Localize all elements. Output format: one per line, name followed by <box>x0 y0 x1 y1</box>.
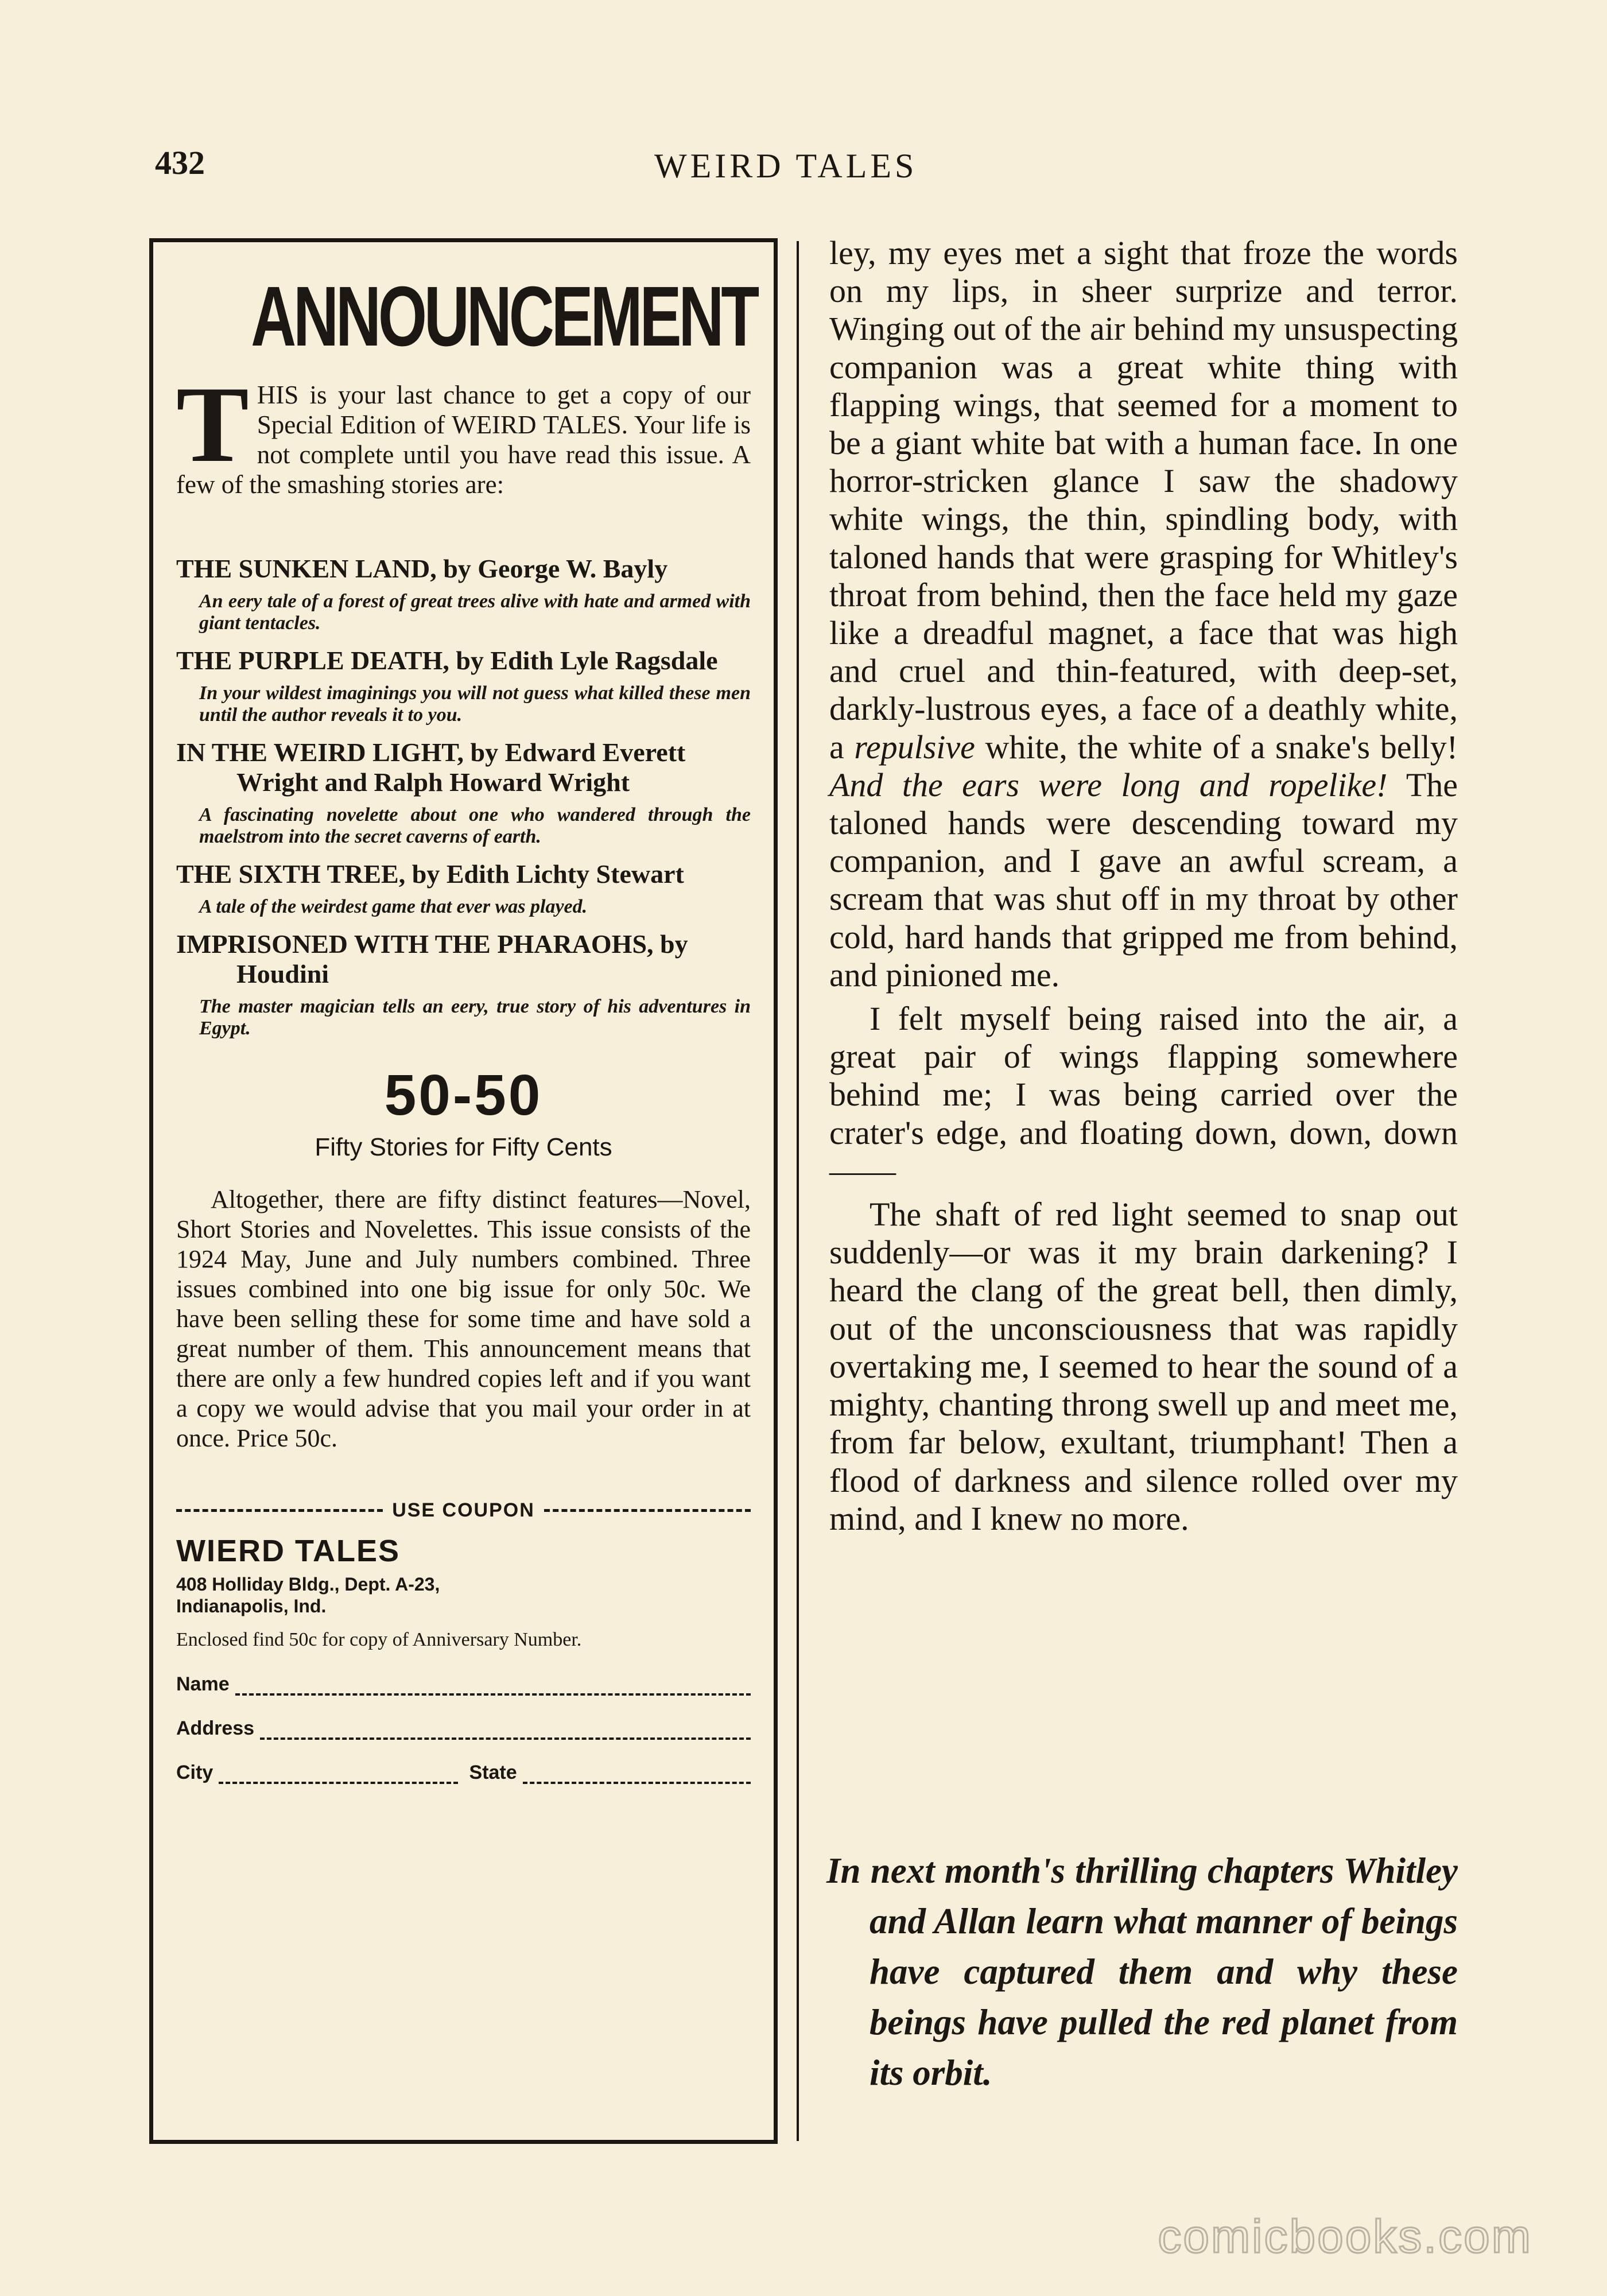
story-item <box>176 554 751 640</box>
site-watermark: comicbooks.com <box>1158 2210 1532 2263</box>
story-paragraph: I felt myself being raised into the air, a great pair of wings flapping somewhere behind me; I was being carried over the crater's edge, and floating down, down, down—— <box>829 1000 1458 1189</box>
story-description: An eery tale of a forest of great trees alive with hate and armed with giant tentacles. <box>199 591 751 634</box>
coupon-city-field <box>176 1762 458 1784</box>
story-description: A fascinating novelette about one who wandered through the maelstrom into the secret caverns of earth. <box>199 804 751 847</box>
fifty-fifty-heading: 50-50 <box>384 1063 543 1127</box>
story-item <box>176 738 751 854</box>
coupon-address-line: 408 Holliday Bldg., Dept. A-23, <box>176 1574 440 1595</box>
column-rule <box>797 241 799 2141</box>
drop-cap: T <box>176 364 249 485</box>
coupon-publisher-name: WIERD TALES <box>176 1534 400 1568</box>
announcement-body: Altogether, there are fifty distinct features—Novel, Short Stories and Novelettes. This issue consists of the 1924 May, June and July numbers combined. Three issues combined into one big issue for only 50c. We have been selling these for some time and have sold a great number of them. This announcement means that there are only a few hundred copies left and if you want a copy we would advise that you mail your order in at once. Price 50c. <box>176 1185 751 1452</box>
fill-in-line <box>523 1769 751 1784</box>
running-head: WEIRD TALES <box>654 147 918 185</box>
coupon-state-field <box>469 1762 751 1784</box>
story-text: white, the white of a snake's belly! <box>985 728 1458 766</box>
announcement-box <box>149 238 778 2144</box>
coupon-rule-label: USE COUPON <box>392 1499 535 1521</box>
intro-text: HIS is your last chance to get a copy of our Special Edition of WEIRD TALES. Your life is not complete until you have read this issue. A few of the smashing stories are: <box>176 381 751 499</box>
story-description: The master magician tells an eery, true story of his adventures in Egypt. <box>199 996 751 1039</box>
story-description: In your wildest imaginings you will not guess what killed these men until the author reveals it to you. <box>199 682 751 726</box>
coupon-enclosed-text: Enclosed find 50c for copy of Anniversary Number. <box>176 1629 582 1650</box>
story-column <box>829 234 1458 1538</box>
story-item <box>176 859 751 924</box>
fill-in-line <box>235 1681 751 1696</box>
story-item <box>176 646 751 732</box>
story-paragraph <box>829 234 1458 994</box>
field-label: Address <box>176 1717 255 1739</box>
field-label: State <box>469 1762 517 1783</box>
dashed-rule <box>544 1509 751 1512</box>
coupon-address <box>176 1573 751 1617</box>
dashed-rule <box>176 1509 383 1512</box>
page-number: 432 <box>155 144 205 181</box>
fifty-fifty-subtitle: Fifty Stories for Fifty Cents <box>315 1133 612 1161</box>
coupon-cut-line <box>176 1499 751 1522</box>
story-description: A tale of the weirdest game that ever was played. <box>199 896 588 917</box>
announcement-title: ANNOUNCEMENT <box>251 269 757 364</box>
coupon-address-field <box>176 1717 751 1740</box>
field-label: City <box>176 1762 214 1783</box>
next-issue-teaser: In next month's thrilling chapters Whitley and Allan learn what manner of beings have captured them and why these beings have pulled the red planet from its orbit. <box>826 1851 1458 2093</box>
order-coupon <box>176 1499 751 1784</box>
story-title: THE PURPLE DEATH, by Edith Lyle Ragsdale <box>176 646 718 675</box>
story-title: THE SUNKEN LAND, by George W. Bayly <box>176 554 668 583</box>
fill-in-line <box>260 1725 751 1740</box>
story-emphasis: And the ears were long and ropelike! <box>829 766 1388 804</box>
story-paragraph: The shaft of red light seemed to snap out suddenly—or was it my brain darkening? I heard the clang of the great bell, then dimly, out of the unconsciousness that was rapidly overtaking me, I seemed to hear the sound of a mighty, chanting throng swell up and meet me, from far below, exultant, triumphant! Then a flood of darkness and silence rolled over my mind, and I knew no more. <box>829 1196 1458 1537</box>
field-label: Name <box>176 1673 230 1695</box>
story-emphasis: repulsive <box>854 728 975 766</box>
story-item <box>176 929 751 1045</box>
coupon-address-line: Indianapolis, Ind. <box>176 1596 327 1616</box>
announcement-intro <box>176 364 751 499</box>
story-text: ley, my eyes met a sight that froze the words on my lips, in sheer surprize and terror. Winging out of the air behind my unsuspecting companion was a great white thing with flapping wings, that seemed for a moment to be a giant white bat with a human face. In one horror-stricken glance I saw the shadowy white wings, the thin, spindling body, with taloned hands that were grasping for Whitley's throat from behind, then the face held my gaze like a dreadful magnet, a face that was high and cruel and thin-featured, with deep-set, darkly-lustrous eyes, a face of a deathly white, a <box>829 234 1458 766</box>
coupon-name-field <box>176 1673 751 1696</box>
story-title: IN THE WEIRD LIGHT, by Edward Everett Wright and Ralph Howard Wright <box>176 738 686 797</box>
coupon-city-state-row <box>176 1740 751 1784</box>
story-text: The taloned hands were descending toward my companion, and I gave an awful scream, a scream that was shut off in my throat by other cold, hard hands that gripped me from behind, and pinioned me. <box>829 766 1458 994</box>
story-title: IMPRISONED WITH THE PHARAOHS, by Houdini <box>176 929 688 988</box>
story-title: THE SIXTH TREE, by Edith Lichty Stewart <box>176 859 684 889</box>
fill-in-line <box>219 1769 457 1784</box>
story-list <box>176 554 751 1045</box>
